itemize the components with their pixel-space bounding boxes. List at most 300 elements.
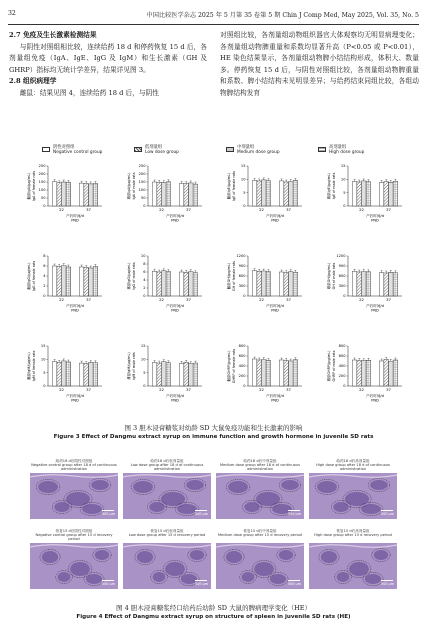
lymphoid-nodule [270,574,286,584]
bar [362,272,367,297]
scale-bar: 500 μm [380,512,394,516]
lymphoid-nodule [244,502,259,512]
bar [52,182,57,206]
y-axis-label: 雄鼠GH/(pg/mL) [327,262,331,290]
lymphoid-nodule [337,572,350,582]
x-tick-label: 37 [286,207,291,212]
y-tick-label: 1200 [336,254,346,259]
y-axis-label: 雌鼠GHRP/(pg/mL) [227,350,231,382]
y-axis-label-en: GH of male rats [332,262,336,290]
y-tick-label: 0 [143,204,146,209]
x-tick-label: 22 [159,297,164,302]
bar [389,182,394,206]
y-tick-label: 0 [143,294,146,299]
section-2-7-title: 2.7 免疫及生长激素检测结果 [9,31,97,39]
lymphoid-nodule [256,492,280,506]
bar [157,272,162,296]
lymphoid-nodule [137,551,153,563]
bar-chart [326,164,402,222]
journal-title: 中国比较医学杂志 2025 年 5 月第 35 卷第 5 期 Chin J Comp Med, May 2025, Vol. 35, No. 5 [146,12,419,19]
page-header [8,10,419,22]
bar [262,271,267,296]
bar [62,361,67,386]
y-tick-label: 300 [238,284,246,289]
bar [257,181,262,206]
x-axis-label-en: PND [171,398,179,403]
y-tick-label: 800 [238,344,246,349]
histology-panel-label: 恢复15 d后低剂量组 Low dose group after 15 d recovery period [128,529,206,538]
histology-panel [309,529,397,589]
bar [262,180,267,206]
bar-chart [226,254,302,312]
scale-bar: 500 μm [101,512,115,516]
bar [93,363,98,386]
bar [57,362,62,386]
x-tick-label: 37 [286,387,291,392]
lymphoid-nodule [38,481,58,493]
y-axis-label-en: IgG of male rats [132,262,136,290]
bar [279,272,284,296]
x-tick-label: 22 [259,297,264,302]
bar [293,180,298,206]
lymphoid-nodule [226,551,242,563]
bar [257,360,262,386]
lymphoid-nodule [86,574,102,584]
bar [66,267,71,296]
bar-chart [126,254,202,312]
lymphoid-nodule [177,504,197,514]
y-tick-label: 300 [338,284,346,289]
y-tick-label: 400 [338,364,346,369]
scale-bar: 500 μm [287,512,301,516]
bar-chart [126,164,202,222]
y-tick-label: 400 [238,364,246,369]
lymphoid-nodule [149,502,164,512]
x-axis-label-en: PND [171,218,179,223]
x-axis-label: 产后时间/d [166,394,184,398]
bar [366,360,371,386]
y-tick-label: 6 [143,270,146,275]
lymphoid-nodule [58,572,71,582]
bar [293,360,298,386]
y-tick-label: 600 [238,354,246,359]
bar [252,180,257,206]
y-tick-label: 10 [140,254,146,259]
x-axis-label-en: PND [71,218,79,223]
bar [93,183,98,206]
x-tick-label: 37 [86,387,91,392]
figure-3-caption-zh: 图 3 胆木浸膏糖浆对幼龄 SD 大鼠免疫功能和生长激素的影响 [124,424,303,432]
bar [193,363,198,386]
y-axis-label: 雄鼠IgA/(μg/mL) [127,172,131,200]
bar [279,360,284,386]
x-axis-label: 产后时间/d [366,304,384,308]
x-axis-label: 产后时间/d [166,214,184,218]
y-axis-label-en: GHRP of male rats [332,350,336,382]
x-tick-label: 37 [286,297,291,302]
lymphoid-nodule [70,562,90,576]
histology-panel-label: 恢复15 d后中剂量组 Medium dose group after 15 d recovery period [218,529,302,538]
y-axis-label: 雄鼠IgE/(μg/mL) [327,172,331,200]
right-column [220,30,419,99]
x-tick-label: 22 [359,207,364,212]
bar [266,181,271,206]
bar [357,182,362,206]
y-tick-label: 4 [143,278,146,283]
y-axis-label-en: IgM of male rats [132,352,136,380]
x-tick-label: 22 [259,207,264,212]
figure-4-caption-zh: 图 4 胆木浸膏糖浆经口给药后幼龄 SD 大鼠的脾病理学变化（HE） [116,604,311,612]
x-axis-label: 产后时间/d [366,214,384,218]
x-tick-label: 22 [59,297,64,302]
y-tick-label: 0 [43,294,46,299]
y-tick-label: 15 [140,344,146,349]
bar [384,360,389,387]
scale-bar: 500 μm [194,582,208,586]
bar [79,267,84,296]
bar [352,360,357,386]
figure-4-caption-en: Figure 4 Effect of Dangmu extract syrup on structure of spleen in juvenile SD rats (HE) [76,614,351,620]
y-tick-label: 50 [140,196,146,201]
y-axis-label: 雌鼠IgE/(μg/mL) [227,172,231,200]
y-tick-label: 10 [40,357,46,362]
bar [379,361,384,386]
bar-chart [26,254,102,312]
y-tick-label: 10 [140,357,146,362]
bar [189,364,194,386]
y-axis-label: 雌鼠GH/(pg/mL) [227,262,231,290]
bar [289,272,294,296]
bar-chart [326,344,402,402]
x-axis-label: 产后时间/d [66,304,84,308]
bar [252,271,257,296]
histology-panel [123,529,211,589]
y-tick-label: 200 [138,172,146,177]
bar [379,273,384,296]
bar [279,181,284,206]
bar [184,362,189,386]
lymphoid-nodule [242,572,255,582]
lymphoid-nodule [281,480,299,490]
histology-panel-label: 给药18 d后中剂量组 Medium dose group after 18 d of continuous administration [220,459,300,472]
y-axis-label: 雌鼠IgA/(μg/mL) [27,172,31,200]
left-column [9,30,207,99]
bar-chart [226,344,302,402]
lymphoid-nodule [165,562,185,576]
bar [357,272,362,296]
lymphoid-nodule [370,480,388,490]
bar [393,181,398,206]
lymphoid-nodule [254,562,274,576]
y-tick-label: 5 [243,190,246,195]
bar [179,363,184,386]
bar [193,184,198,206]
bar-chart [26,344,102,402]
x-tick-label: 22 [159,387,164,392]
y-tick-label: 2 [43,284,46,289]
y-tick-label: 600 [238,274,246,279]
y-tick-label: 600 [338,354,346,359]
x-axis-label-en: PND [271,398,279,403]
y-tick-label: 2 [143,286,146,291]
y-tick-label: 5 [343,190,346,195]
legend-label: 中剂量组 Medium dose group [237,145,280,155]
lymphoid-nodule [228,481,248,493]
y-tick-label: 6 [43,264,46,269]
figure-3-caption-en: Figure 3 Effect of Dangmu extract syrup on immune function and growth hormone in juvenile SD rats [53,434,374,440]
bar [393,273,398,296]
y-tick-label: 250 [38,164,46,169]
bar [352,271,357,296]
lymphoid-nodule [365,574,381,584]
bar [293,272,298,296]
bar [252,359,257,386]
y-tick-label: 1200 [236,254,246,259]
x-axis-label: 产后时间/d [266,304,284,308]
x-tick-label: 37 [86,207,91,212]
bar [84,268,89,297]
x-tick-label: 22 [59,207,64,212]
bar [89,184,94,206]
bar [166,272,171,296]
y-tick-label: 100 [38,188,46,193]
bar [366,182,371,206]
y-tick-label: 0 [343,384,346,389]
y-axis-label-en: IgE of male rats [332,172,336,200]
y-axis-label-en: IgA of female rats [32,170,36,202]
bar [357,361,362,387]
y-axis-label: 雄鼠IgG/(μg/mL) [127,262,131,290]
bar [384,182,389,206]
y-tick-label: 800 [338,344,346,349]
scale-bar: 500 μm [287,582,301,586]
bar [162,362,167,386]
x-tick-label: 37 [386,207,391,212]
histology-panel-label: 给药18 d后阴性对照组 Negative control group after 18 d of continuous administration [31,459,117,472]
lymphoid-nodule [317,481,337,493]
x-axis-label-en: PND [271,308,279,313]
legend-label: 阴性对照组 Negative control group [53,145,103,155]
y-tick-label: 15 [340,164,346,169]
x-axis-label: 产后时间/d [66,394,84,398]
lymphoid-nodule [349,562,369,576]
bar [89,363,94,386]
bar [366,272,371,296]
x-tick-label: 22 [359,387,364,392]
x-axis-label-en: PND [71,308,79,313]
x-axis-label: 产后时间/d [166,304,184,308]
lymphoid-nodule [133,481,153,493]
bar [57,267,62,297]
lymphoid-nodule [95,550,109,560]
bar [52,361,57,386]
x-tick-label: 22 [359,297,364,302]
legend-label: 低剂量组 Low dose group [145,145,179,155]
lymphoid-nodule [54,502,69,512]
y-tick-label: 0 [43,384,46,389]
y-tick-label: 200 [338,374,346,379]
bar [289,181,294,206]
lymphoid-nodule [345,492,369,506]
bar [193,273,198,296]
bar [93,267,98,297]
scale-bar: 500 μm [380,582,394,586]
lymphoid-nodule [333,502,348,512]
bar [62,266,67,297]
bar [389,272,394,296]
x-tick-label: 22 [59,387,64,392]
section-2-8-body: 雌鼠：结果见图 4，连续给药 18 d 后，与阴性 [19,88,159,97]
bar [189,183,194,206]
right-column-body: 对照组比较，各剂量组动物组织器官大体观察均无明显病理变化；各剂量组动物脾重量和系数均显著升高（P<0.05 或 P<0.01），HE 染色结果显示，各剂量组动物脾小结结构形成，体积大、数量多。停药恢复 15 d 后，与阴性对照组比较，各剂量组动物脾重量和系数、脾小结结构未见明显差异；与给药结束同组比较，各组动物脾结构发育 [220,31,419,97]
x-axis-label-en: PND [371,308,379,313]
y-tick-label: 4 [43,274,46,279]
y-axis-label-en: GHRP of female rats [232,348,236,384]
y-tick-label: 0 [243,294,246,299]
bar [79,183,84,206]
bar [57,183,62,206]
histology-panel-label: 给药18 d后高剂量组 High dose group after 18 d of continuous administration [316,459,390,472]
y-tick-label: 0 [343,204,346,209]
y-tick-label: 600 [338,274,346,279]
scale-bar: 500 μm [194,512,208,516]
x-tick-label: 37 [186,207,191,212]
figure-4-histology-grid [30,459,400,597]
y-tick-label: 100 [138,188,146,193]
y-tick-label: 10 [240,177,246,182]
y-axis-label: 雄鼠GHRP/(pg/mL) [327,350,331,382]
x-tick-label: 22 [159,207,164,212]
y-tick-label: 15 [40,344,46,349]
lymphoid-nodule [190,550,204,560]
x-axis-label-en: PND [271,218,279,223]
lymphoid-nodule [186,480,204,490]
y-tick-label: 0 [243,204,246,209]
bar [352,181,357,206]
y-axis-label-en: IgG of female rats [32,260,36,292]
y-tick-label: 0 [43,204,46,209]
x-tick-label: 37 [86,297,91,302]
bar [362,361,367,386]
bar [52,266,57,296]
y-tick-label: 900 [338,264,346,269]
header-rule [8,24,419,25]
bar [284,273,289,296]
histology-panel [216,459,304,519]
bar [393,360,398,386]
y-axis-label-en: IgA of male rats [132,172,136,200]
y-tick-label: 250 [138,164,146,169]
y-tick-label: 10 [340,177,346,182]
bar-chart [226,164,302,222]
bar [184,184,189,206]
x-axis-label-en: PND [71,398,79,403]
histology-panel-label: 给药18 d后低剂量组 Low dose group after 18 d of continuous administration [130,459,204,472]
y-tick-label: 5 [43,370,46,375]
histology-panel-label: 恢复15 d后高剂量组 High dose group after 15 d recovery period [314,529,392,538]
bar-chart [326,254,402,312]
histology-panel [30,529,118,589]
y-tick-label: 150 [138,180,146,185]
y-tick-label: 8 [43,254,46,259]
histology-panel [216,529,304,589]
lymphoid-nodule [161,492,185,506]
bar [162,271,167,296]
bar [152,271,157,296]
bar [152,363,157,386]
bar [266,361,271,387]
bar [179,272,184,296]
bar [284,182,289,206]
x-tick-label: 37 [386,297,391,302]
bar [289,361,294,386]
bar [79,363,84,386]
y-tick-label: 200 [38,172,46,177]
bar [362,181,367,206]
histology-panel [123,459,211,519]
x-tick-label: 37 [186,297,191,302]
legend-label: 高剂量组 High dose group [329,145,365,155]
bar [284,361,289,387]
scale-bar: 500 μm [101,582,115,586]
y-axis-label-en: GH of female rats [232,261,236,291]
x-axis-label-en: PND [171,308,179,313]
bar [62,182,67,206]
y-axis-label: 雌鼠IgM/(μg/mL) [27,352,31,380]
y-tick-label: 0 [143,384,146,389]
y-tick-label: 8 [143,262,146,267]
x-axis-label: 产后时间/d [266,394,284,398]
lymphoid-nodule [374,550,388,560]
lymphoid-nodule [279,550,293,560]
y-tick-label: 15 [240,164,246,169]
bar [166,363,171,386]
x-axis-label: 产后时间/d [366,394,384,398]
y-tick-label: 5 [143,370,146,375]
x-tick-label: 37 [186,387,191,392]
y-tick-label: 200 [238,374,246,379]
bar [89,268,94,296]
bar [184,272,189,296]
y-axis-label: 雄鼠IgM/(μg/mL) [127,352,131,380]
bar [66,182,71,206]
bar [157,182,162,206]
x-axis-label-en: PND [371,218,379,223]
bar [166,182,171,206]
y-tick-label: 0 [343,294,346,299]
lymphoid-nodule [42,551,58,563]
bar-chart [26,164,102,222]
y-tick-label: 150 [38,180,46,185]
bar-chart [126,344,202,402]
page-number: 32 [8,10,16,17]
bar [189,272,194,296]
section-2-7-body: 与阴性对照组相比较，连续给药 18 d 和停药恢复 15 d 后，各剂量组免疫（IgA、IgE、IgG 及 IgM）和生长激素（GH 及 GHRP）指标均无统计学差异，结果详见图 3。 [9,42,207,74]
y-tick-label: 0 [243,384,246,389]
lymphoid-nodule [321,551,337,563]
bar [157,363,162,386]
x-tick-label: 22 [259,387,264,392]
bar [84,364,89,386]
bar [179,183,184,206]
x-axis-label: 产后时间/d [66,214,84,218]
bar [162,183,167,206]
lymphoid-nodule [91,480,109,490]
lymphoid-nodule [82,504,102,514]
x-axis-label-en: PND [371,398,379,403]
y-axis-label: 雌鼠IgG/(μg/mL) [27,262,31,290]
bar [152,182,157,206]
